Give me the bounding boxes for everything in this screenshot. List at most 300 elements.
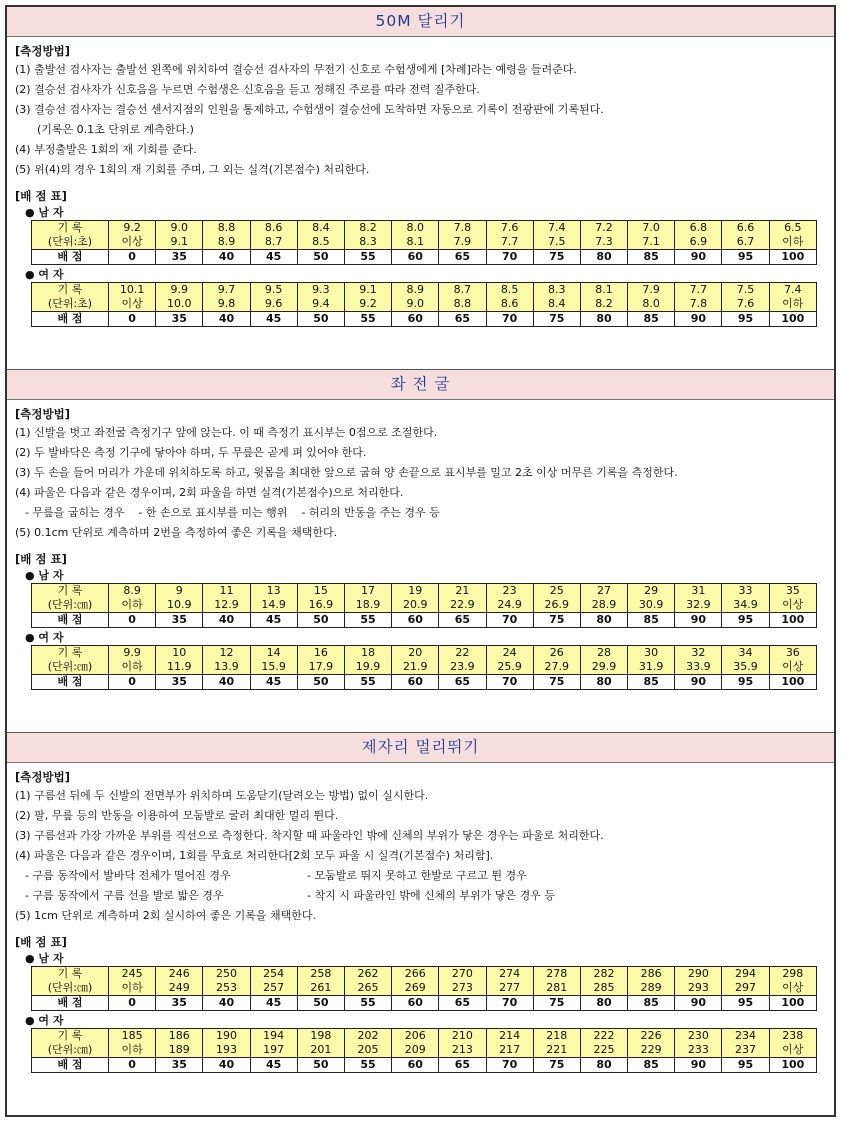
cell-value: 85 (643, 1058, 659, 1071)
record-cell (439, 967, 486, 982)
cell-value: ~ 217 (499, 1043, 520, 1056)
cell-value: 31 (691, 584, 706, 597)
record-cell (250, 646, 297, 661)
cell-value: ~ 24.9 (497, 598, 522, 611)
cell-value: ~ 233 (688, 1043, 709, 1056)
record-cell (675, 283, 722, 298)
cell-value: 50 (313, 312, 329, 325)
cell-value: 9 (175, 584, 183, 597)
record-cell (533, 967, 580, 982)
cell-value: 234 (735, 1029, 757, 1042)
score-heading: [배 점 표] (15, 935, 67, 949)
cell-value: ~ 31.9 (639, 660, 664, 673)
record-cell (250, 235, 297, 250)
record-cell (533, 660, 580, 675)
record-row (32, 967, 817, 982)
row-label: 배 점 (32, 1058, 109, 1073)
cell-value: 29 (644, 584, 659, 597)
record-cell (533, 235, 580, 250)
score-cell (109, 250, 156, 265)
score-cell (297, 613, 344, 628)
method-line: (3) 결승선 검사자는 결승선 센서지점의 인원을 통제하고, 수험생이 결승선에 도착하면 자동으로 기록이 전광판에 기록된다. (15, 103, 604, 116)
record-cell (392, 1043, 439, 1058)
section-title: 제자리 멀리뛰기 (7, 733, 834, 763)
record-cell (769, 660, 816, 675)
cell-value: 60 (407, 613, 423, 626)
record-cell (156, 283, 203, 298)
record-cell (628, 981, 675, 996)
cell-value: 100 (781, 1058, 805, 1071)
record-cell (109, 967, 156, 982)
cell-value: 32 (691, 646, 706, 659)
score-cell (156, 312, 203, 327)
score-cell (675, 675, 722, 690)
cell-value: 190 (215, 1029, 237, 1042)
cell-value: 80 (596, 312, 612, 325)
record-row (32, 297, 817, 312)
cell-value: 218 (546, 1029, 568, 1042)
cell-value: 298 (782, 967, 804, 980)
cell-value: 90 (690, 675, 706, 688)
record-cell (392, 660, 439, 675)
cell-value: 80 (596, 675, 612, 688)
section-title: 50M 달리기 (7, 7, 834, 37)
cell-value: ~ 7.5 (548, 235, 566, 248)
cell-value: 222 (593, 1029, 615, 1042)
cell-value: 8.1 (595, 283, 613, 296)
record-cell (769, 981, 816, 996)
record-cell (250, 221, 297, 236)
cell-value: ~ 297 (735, 981, 756, 994)
record-cell (580, 660, 627, 675)
score-cell (250, 996, 297, 1011)
row-label: 기 록 (32, 283, 109, 298)
row-label: 기 록 (32, 584, 109, 599)
record-cell (109, 221, 156, 236)
cell-value: 55 (360, 250, 376, 263)
record-cell (628, 967, 675, 982)
cell-value: 75 (549, 675, 565, 688)
record-cell (722, 967, 769, 982)
cell-value: ~ 30.9 (639, 598, 664, 611)
record-cell (675, 598, 722, 613)
score-cell (675, 613, 722, 628)
row-label: 기 록 (32, 221, 109, 236)
cell-value: 70 (501, 996, 518, 1009)
cell-value: 50 (313, 613, 329, 626)
score-row (32, 250, 817, 265)
cell-value: 60 (407, 250, 423, 263)
record-cell (344, 235, 391, 250)
record-cell (109, 646, 156, 661)
record-cell (392, 981, 439, 996)
method-line: (1) 출발선 검사자는 출발선 왼쪽에 위치하여 결승선 검사자의 무전기 신호로 수험생에게 [차례]라는 예령을 들려준다. (15, 63, 577, 76)
record-cell (392, 1029, 439, 1044)
cell-value: ~ 9.2 (359, 297, 377, 310)
cell-value: 27 (596, 584, 611, 597)
row-label: 기 록 (32, 646, 109, 661)
cell-value: ~ 273 (452, 981, 473, 994)
score-cell (628, 312, 675, 327)
record-cell (156, 598, 203, 613)
record-cell (486, 584, 533, 599)
cell-value: 90 (690, 312, 706, 325)
cell-value: 90 (690, 250, 706, 263)
row-label: 배 점 (32, 250, 109, 265)
record-cell (580, 646, 627, 661)
cell-value: 70 (501, 312, 518, 325)
record-cell (769, 235, 816, 250)
cell-value: ~ 253 (216, 981, 237, 994)
cell-value: 7.4 (784, 283, 802, 296)
method-line: (5) 0.1cm 단위로 계측하며 2번을 측정하여 좋은 기록을 채택한다. (15, 526, 338, 539)
cell-value: 9.1 (359, 283, 377, 296)
cell-value: 70 (501, 613, 518, 626)
cell-value: ~ 21.9 (403, 660, 428, 673)
cell-value: ~ 269 (405, 981, 426, 994)
cell-value: 50 (313, 996, 329, 1009)
cell-value: 55 (360, 312, 376, 325)
record-cell (297, 297, 344, 312)
method-line: - 착지 시 파울라인 밖에 신체의 부위가 닿은 경우 등 (307, 889, 555, 902)
cell-value: 75 (549, 1058, 565, 1071)
record-cell (250, 1029, 297, 1044)
record-cell (628, 283, 675, 298)
record-cell (156, 660, 203, 675)
cell-value: ~ 8.6 (501, 297, 519, 310)
record-cell (722, 283, 769, 298)
female-label: ● 여 자 (25, 268, 64, 281)
record-cell (533, 297, 580, 312)
cell-value: 28 (596, 646, 611, 659)
cell-value: ~ 8.2 (595, 297, 613, 310)
cell-value: 65 (454, 675, 471, 688)
score-cell (250, 1058, 297, 1073)
record-cell (250, 981, 297, 996)
score-row (32, 675, 817, 690)
record-cell (203, 297, 250, 312)
record-cell (722, 235, 769, 250)
record-cell (533, 1029, 580, 1044)
score-heading: [배 점 표] (15, 189, 67, 203)
row-label: 배 점 (32, 996, 109, 1011)
record-cell (203, 1043, 250, 1058)
score-table-female (31, 645, 817, 690)
cell-value: 75 (549, 613, 565, 626)
cell-value: 0 (128, 675, 136, 688)
score-cell (203, 613, 250, 628)
record-cell (344, 283, 391, 298)
record-cell (722, 221, 769, 236)
cell-value: ~ 32.9 (686, 598, 711, 611)
cell-value: ~ 22.9 (450, 598, 475, 611)
cell-value: 55 (360, 613, 376, 626)
method-line: (3) 두 손을 들어 머리가 가운데 위치하도록 하고, 윗몸을 최대한 앞으로 굽혀 양 손끝으로 표시부를 밀고 2초 이상 머무른 기록을 측정한다. (15, 466, 678, 479)
record-row (32, 283, 817, 298)
score-row (32, 1058, 817, 1073)
record-cell (344, 221, 391, 236)
record-cell (533, 646, 580, 661)
cell-value: 11 (219, 584, 234, 597)
cell-value: ~ 9.4 (312, 297, 330, 310)
method-line: (기록은 0.1초 단위로 계측한다.) (37, 123, 194, 136)
cell-value: 274 (499, 967, 521, 980)
cell-value: 9.2 (123, 221, 141, 234)
record-cell (392, 221, 439, 236)
cell-value: 294 (735, 967, 757, 980)
cell-value: 7.2 (595, 221, 613, 234)
row-label: 배 점 (32, 312, 109, 327)
record-cell (109, 235, 156, 250)
cell-value: 60 (407, 1058, 423, 1071)
score-cell (486, 675, 533, 690)
cell-value: ~ 8.5 (312, 235, 330, 248)
cell-value: 9.9 (123, 646, 141, 659)
cell-value: ~ 293 (688, 981, 709, 994)
record-cell (628, 1043, 675, 1058)
method-line: (1) 신발을 벗고 좌전굴 측정기구 앞에 앉는다. 이 때 측정기 표시부는 0점으로 조절한다. (15, 426, 438, 439)
cell-value: 이상 (782, 660, 804, 673)
male-label: ● 남 자 (25, 952, 64, 965)
cell-value: ~ 193 (216, 1043, 237, 1056)
cell-value: ~ 16.9 (309, 598, 334, 611)
cell-value: 80 (596, 996, 612, 1009)
record-cell (675, 235, 722, 250)
cell-value: 10 (172, 646, 187, 659)
cell-value: 6.6 (736, 221, 755, 234)
cell-value: 8.9 (123, 584, 141, 597)
cell-value: ~ 285 (593, 981, 614, 994)
record-cell (297, 1029, 344, 1044)
cell-value: 9.7 (217, 283, 236, 296)
cell-value: 40 (218, 613, 235, 626)
record-cell (533, 584, 580, 599)
method-line: (5) 위(4)의 경우 1회의 재 기회를 주며, 그 외는 실격(기본점수) 처리한다. (15, 163, 370, 176)
cell-value: 65 (454, 312, 471, 325)
cell-value: 90 (690, 996, 706, 1009)
score-cell (203, 996, 250, 1011)
cell-value: 15 (313, 584, 328, 597)
record-cell (486, 598, 533, 613)
cell-value: ~ 8.4 (548, 297, 566, 310)
cell-value: ~ 8.7 (265, 235, 283, 248)
record-cell (533, 598, 580, 613)
record-cell (250, 283, 297, 298)
record-cell (203, 981, 250, 996)
record-cell (628, 660, 675, 675)
score-cell (533, 996, 580, 1011)
cell-value: ~ 26.9 (545, 598, 570, 611)
record-cell (675, 584, 722, 599)
cell-value: 60 (407, 675, 423, 688)
score-cell (250, 613, 297, 628)
score-cell (533, 613, 580, 628)
score-cell (156, 675, 203, 690)
cell-value: 이상 (782, 1043, 804, 1056)
score-row (32, 613, 817, 628)
record-cell (769, 1029, 816, 1044)
score-cell (109, 312, 156, 327)
cell-value: 24 (502, 646, 517, 659)
record-cell (392, 283, 439, 298)
score-table-male (31, 583, 817, 628)
record-cell (156, 967, 203, 982)
cell-value: 95 (737, 996, 754, 1009)
cell-value: 75 (549, 996, 565, 1009)
cell-value: 206 (404, 1029, 426, 1042)
cell-value: 60 (407, 996, 423, 1009)
record-cell (297, 660, 344, 675)
cell-value: ~ 7.8 (690, 297, 708, 310)
record-cell (628, 598, 675, 613)
method-line: - 구름 동작에서 구름 선을 발로 밟은 경우 (25, 889, 224, 902)
method-line: (4) 부정출발은 1회의 재 기회를 준다. (15, 143, 197, 156)
record-cell (297, 221, 344, 236)
cell-value: 이상 (121, 235, 143, 248)
record-row (32, 646, 817, 661)
cell-value: 35 (171, 1058, 187, 1071)
record-cell (722, 1029, 769, 1044)
score-cell (769, 1058, 816, 1073)
method-line: (5) 1cm 단위로 계측하며 2회 실시하여 좋은 기록을 채택한다. (15, 909, 316, 922)
cell-value: ~ 189 (169, 1043, 190, 1056)
cell-value: ~ 27.9 (545, 660, 570, 673)
record-cell (109, 584, 156, 599)
cell-value: 55 (360, 675, 376, 688)
record-cell (297, 1043, 344, 1058)
score-cell (250, 312, 297, 327)
score-table-female (31, 1028, 817, 1073)
cell-value: 80 (596, 1058, 612, 1071)
record-cell (580, 967, 627, 982)
score-cell (109, 1058, 156, 1073)
record-cell (486, 297, 533, 312)
record-cell (203, 283, 250, 298)
record-cell (439, 1043, 486, 1058)
cell-value: 75 (549, 312, 565, 325)
record-cell (109, 1029, 156, 1044)
record-cell (156, 221, 203, 236)
cell-value: 45 (266, 675, 282, 688)
cell-value: 70 (501, 675, 518, 688)
cell-value: 8.3 (548, 283, 566, 296)
score-cell (156, 996, 203, 1011)
record-cell (486, 283, 533, 298)
record-cell (344, 297, 391, 312)
record-cell (439, 221, 486, 236)
cell-value: ~ 7.6 (737, 297, 755, 310)
score-heading: [배 점 표] (15, 552, 67, 566)
score-cell (486, 613, 533, 628)
cell-value: ~ 205 (358, 1043, 379, 1056)
record-cell (297, 967, 344, 982)
score-cell (769, 250, 816, 265)
cell-value: 0 (128, 312, 136, 325)
cell-value: 85 (643, 996, 659, 1009)
record-cell (580, 981, 627, 996)
score-cell (628, 250, 675, 265)
cell-value: ~ 7.3 (595, 235, 613, 248)
score-cell (109, 675, 156, 690)
record-cell (580, 297, 627, 312)
cell-value: 245 (121, 967, 143, 980)
record-cell (156, 235, 203, 250)
cell-value: 10.1 (119, 283, 145, 296)
cell-value: 186 (168, 1029, 190, 1042)
method-heading: [측정방법] (15, 770, 70, 784)
cell-value: 70 (501, 1058, 518, 1071)
cell-value: 55 (360, 996, 376, 1009)
score-cell (439, 250, 486, 265)
record-cell (392, 584, 439, 599)
score-cell (392, 613, 439, 628)
cell-value: 9.0 (170, 221, 189, 234)
cell-value: ~ 229 (641, 1043, 662, 1056)
record-cell (203, 235, 250, 250)
cell-value: 238 (782, 1029, 804, 1042)
record-cell (769, 598, 816, 613)
record-cell (580, 1029, 627, 1044)
cell-value: 12 (219, 646, 234, 659)
record-cell (203, 584, 250, 599)
record-cell (109, 1043, 156, 1058)
cell-value: ~ 10.0 (167, 297, 192, 310)
score-cell (203, 312, 250, 327)
score-cell (297, 250, 344, 265)
cell-value: 0 (128, 996, 136, 1009)
cell-value: 8.2 (359, 221, 377, 234)
row-label: (단위:초) (32, 235, 109, 250)
score-cell (675, 250, 722, 265)
cell-value: 40 (218, 250, 235, 263)
cell-value: 85 (643, 675, 659, 688)
cell-value: 282 (593, 967, 615, 980)
record-row (32, 235, 817, 250)
cell-value: ~ 17.9 (309, 660, 334, 673)
record-cell (486, 221, 533, 236)
score-cell (109, 613, 156, 628)
cell-value: ~ 23.9 (450, 660, 475, 673)
record-cell (486, 1029, 533, 1044)
cell-value: 60 (407, 312, 423, 325)
cell-value: ~ 6.7 (737, 235, 755, 248)
score-cell (533, 1058, 580, 1073)
score-row (32, 996, 817, 1011)
record-cell (344, 981, 391, 996)
score-table-female (31, 282, 817, 327)
score-cell (769, 996, 816, 1011)
cell-value: 18 (361, 646, 376, 659)
cell-value: ~ 8.1 (406, 235, 424, 248)
cell-value: ~ 14.9 (261, 598, 286, 611)
cell-value: ~ 7.9 (454, 235, 472, 248)
record-cell (203, 660, 250, 675)
score-cell (533, 312, 580, 327)
cell-value: 14 (266, 646, 281, 659)
score-cell (156, 250, 203, 265)
record-cell (203, 967, 250, 982)
cell-value: 50 (313, 1058, 329, 1071)
score-row (32, 312, 817, 327)
cell-value: ~ 13.9 (214, 660, 239, 673)
cell-value: 8.4 (312, 221, 330, 234)
record-row (32, 221, 817, 236)
score-table-male (31, 220, 817, 265)
score-cell (439, 1058, 486, 1073)
score-cell (203, 250, 250, 265)
method-line: (4) 파울은 다음과 같은 경우이며, 2회 파울을 하면 실격(기본점수)으로 처리한다. (15, 486, 404, 499)
record-cell (156, 297, 203, 312)
